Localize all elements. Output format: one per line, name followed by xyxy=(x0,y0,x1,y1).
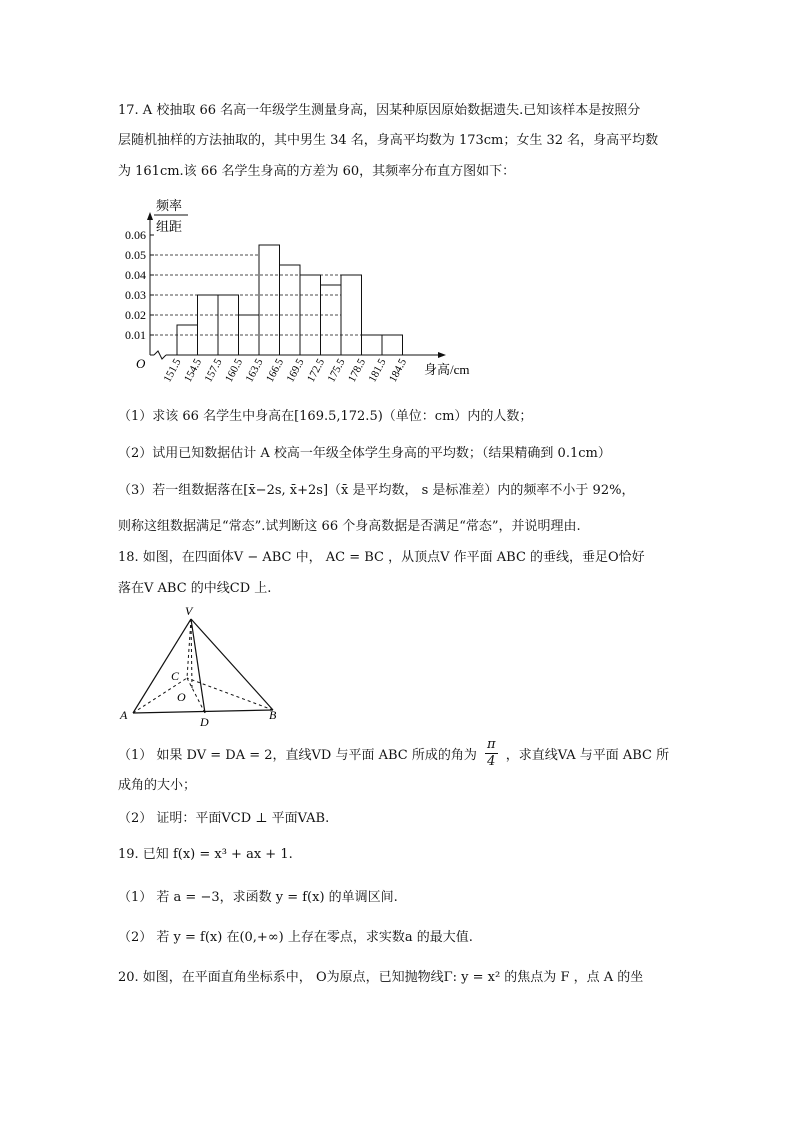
ylabel-bottom: 组距 xyxy=(156,219,183,234)
xtick-label-175.5: 175.5 xyxy=(325,356,348,385)
ytick-label-0.01: 0.01 xyxy=(125,328,146,342)
xtick-label-169.5: 169.5 xyxy=(284,356,307,385)
bar-157.5 xyxy=(218,295,239,355)
bar-166.5 xyxy=(280,265,301,355)
ytick-label-0.04: 0.04 xyxy=(125,268,146,282)
xtick-label-151.5: 151.5 xyxy=(161,356,184,385)
xtick-label-181.5: 181.5 xyxy=(366,356,389,385)
xtick-label-178.5: 178.5 xyxy=(345,356,369,385)
xtick-label-154.5: 154.5 xyxy=(181,356,205,385)
q18-line-2: 落在V ABC 的中线CD 上. xyxy=(118,581,272,596)
q18-part-1 xyxy=(118,739,669,772)
q17-line-3: 为 161cm.该 66 名学生身高的方差为 60，其频率分布直方图如下： xyxy=(118,164,516,179)
y-tick-labels xyxy=(125,228,146,342)
q17-line-2: 层随机抽样的方法抽取的，其中男生 34 名，身高平均数为 173cm；女生 32 名，身高平均数 xyxy=(118,133,659,148)
label-C: C xyxy=(171,669,180,683)
x-axis-break xyxy=(154,351,166,359)
bar-151.5 xyxy=(177,325,198,355)
y-axis-arrow xyxy=(147,212,153,220)
axes xyxy=(147,212,446,359)
frac-denominator: 4 xyxy=(487,754,496,769)
bar-172.5 xyxy=(321,285,342,355)
xtick-label-160.5: 160.5 xyxy=(222,356,246,385)
bars xyxy=(177,245,403,355)
pi-over-4 xyxy=(485,737,498,770)
bar-163.5 xyxy=(259,245,280,355)
xlabel: 身高/cm xyxy=(424,362,470,377)
label-O: O xyxy=(177,690,186,704)
frac-numerator: π xyxy=(487,737,496,752)
origin-label: O xyxy=(136,356,146,371)
tetrahedron-figure xyxy=(115,602,295,730)
label-D: D xyxy=(200,715,209,729)
q17-part-2: （2）试用已知数据估计 A 校高一年级全体学生身高的平均数；（结果精确到 0.1cm） xyxy=(118,446,611,461)
xtick-label-166.5: 166.5 xyxy=(263,356,287,385)
xtick-label-157.5: 157.5 xyxy=(202,356,225,385)
x-tick-labels xyxy=(161,356,409,384)
q19-stem: 19. 已知 f(x) = x³ + ax + 1. xyxy=(118,847,293,862)
xtick-label-163.5: 163.5 xyxy=(243,356,266,385)
ytick-label-0.06: 0.06 xyxy=(125,228,146,242)
q20-stem: 20. 如图，在平面直角坐标系中， O为原点，已知抛物线Γ: y = x² 的焦点为 F ，点 A 的坐 xyxy=(118,970,644,985)
q17-line-1: 17. A 校抽取 66 名高一年级学生测量身高，因某种原因原始数据遗失.已知该样本是按照分 xyxy=(118,103,641,118)
bar-178.5 xyxy=(362,335,383,355)
q18-part-1-b: ，求直线VA 与平面 ABC 所 xyxy=(505,748,670,763)
bar-154.5 xyxy=(198,295,219,355)
q18-part-1-a: （1） 如果 DV = DA = 2，直线VD 与平面 ABC 所成的角为 xyxy=(118,748,477,763)
q17-part-3-cont: 则称这组数据满足“常态”.试判断这 66 个身高数据是否满足“常态”，并说明理由. xyxy=(118,519,581,534)
ytick-label-0.02: 0.02 xyxy=(125,308,146,322)
bar-175.5 xyxy=(341,275,362,355)
grid-lines xyxy=(150,255,382,335)
q19-part-1: （1） 若 a = −3，求函数 y = f(x) 的单调区间. xyxy=(118,890,398,905)
xtick-label-172.5: 172.5 xyxy=(304,356,328,385)
q19-part-2: （2） 若 y = f(x) 在(0,+∞) 上存在零点，求实数a 的最大值. xyxy=(118,930,473,945)
label-V: V xyxy=(185,604,193,618)
frequency-histogram xyxy=(110,192,490,392)
q17-part-1: （1）求该 66 名学生中身高在[169.5,172.5)（单位：cm）内的人数； xyxy=(118,409,533,424)
label-B: B xyxy=(269,708,277,722)
xtick-label-184.5: 184.5 xyxy=(386,356,410,385)
bar-181.5 xyxy=(382,335,403,355)
x-axis-arrow xyxy=(438,352,446,358)
ytick-label-0.03: 0.03 xyxy=(125,288,146,302)
ytick-label-0.05: 0.05 xyxy=(125,248,146,262)
q18-line-1: 18. 如图，在四面体V − ABC 中， AC = BC ，从顶点V 作平面 ABC 的垂线，垂足O恰好 xyxy=(118,550,645,565)
q18-part-2: （2） 证明：平面VCD ⊥ 平面VAB. xyxy=(118,811,330,826)
q18-part-1-cont: 成角的大小； xyxy=(118,778,197,793)
label-A: A xyxy=(120,708,128,722)
q17-part-3: （3）若一组数据落在[x̄−2s, x̄+2s]（x̄ 是平均数， s 是标准差）内的频率不小于 92%， xyxy=(118,483,635,498)
ylabel-top: 频率 xyxy=(156,198,183,213)
